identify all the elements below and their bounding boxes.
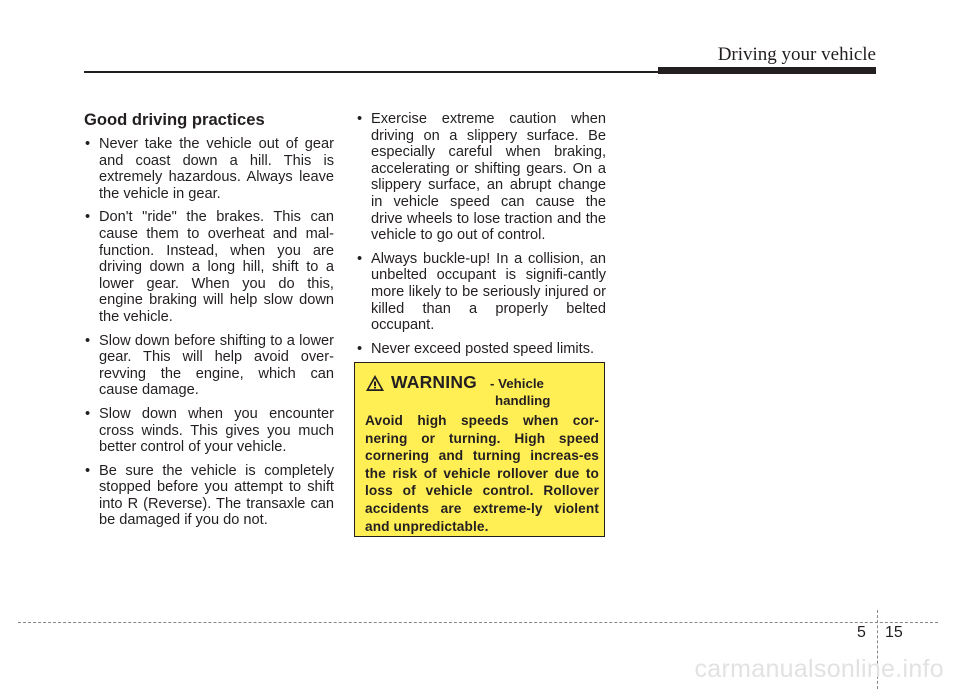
chapter-number: 5: [857, 624, 866, 641]
list-item: [84, 333, 334, 399]
warning-box: [354, 362, 605, 537]
bullet-icon: •: [85, 209, 91, 226]
bullet-list: [356, 111, 606, 357]
header-rule-bar: [658, 67, 876, 74]
bullet-icon: •: [357, 340, 363, 357]
list-item: [84, 463, 334, 529]
list-item: [84, 136, 334, 202]
header-rule: [84, 71, 664, 73]
warning-body: Avoid high speeds when cor-nering or turning. High speed cornering and turning increas-es the risk of vehicle rollover due to loss of vehicle control. Rollover accidents are extreme-ly violent and unpredictable.: [365, 413, 599, 534]
warning-title: WARNING: [391, 372, 477, 392]
watermark: carmanualsonline.info: [694, 655, 944, 683]
warning-subtitle-cont: handling: [495, 393, 551, 408]
section-heading: Good driving practices: [84, 110, 265, 129]
list-item-text: Slow down when you encounter cross winds. This gives you much better control of your vehicle.: [99, 405, 334, 456]
list-item: [356, 111, 606, 244]
list-item-text: Don't "ride" the brakes. This can cause them to overheat and mal-function. Instead, when you are driving down a long hill, shift to a lower gear. When you do this, engine braking will help slow down the vehicle.: [99, 209, 334, 325]
list-item-text: Never exceed posted speed limits.: [371, 340, 595, 357]
list-item-text: Always buckle-up! In a collision, an unbelted occupant is signifi-cantly more likely to be seriously injured or killed than a properly belted occupant.: [371, 250, 606, 334]
bullet-icon: •: [85, 462, 91, 479]
bullet-icon: •: [85, 136, 91, 152]
list-item: [84, 209, 334, 325]
footer-rule: [18, 622, 938, 623]
header-title: Driving your vehicle: [717, 44, 876, 65]
list-item: [84, 406, 334, 456]
list-item-text: Exercise extreme caution when driving on a slippery surface. Be especially careful when braking, accelerating or shifting gears. On a slippery surface, an abrupt change in vehicle speed can cause the drive wheels to lose traction and the vehicle to go out of control.: [371, 111, 606, 244]
bullet-list: [84, 136, 334, 529]
bullet-icon: •: [357, 111, 363, 127]
list-item-text: Be sure the vehicle is completely stopped before you attempt to shift into R (Reverse). The transaxle can be damaged if you do not.: [99, 462, 334, 529]
warning-subtitle: - Vehicle: [490, 376, 544, 391]
middle-column: [356, 111, 606, 364]
warning-triangle-icon: [365, 374, 385, 392]
page-number: 15: [885, 624, 903, 641]
left-column: [84, 111, 334, 536]
bullet-icon: •: [357, 250, 363, 267]
bullet-icon: •: [85, 405, 91, 422]
list-item-text: Never take the vehicle out of gear and coast down a hill. This is extremely hazardous. Always leave the vehicle in gear.: [99, 136, 334, 202]
list-item-text: Slow down before shifting to a lower gear. This will help avoid over-revving the engine, which can cause damage.: [99, 332, 334, 399]
bullet-icon: •: [85, 332, 91, 349]
list-item: [356, 251, 606, 334]
list-item: [356, 341, 606, 358]
